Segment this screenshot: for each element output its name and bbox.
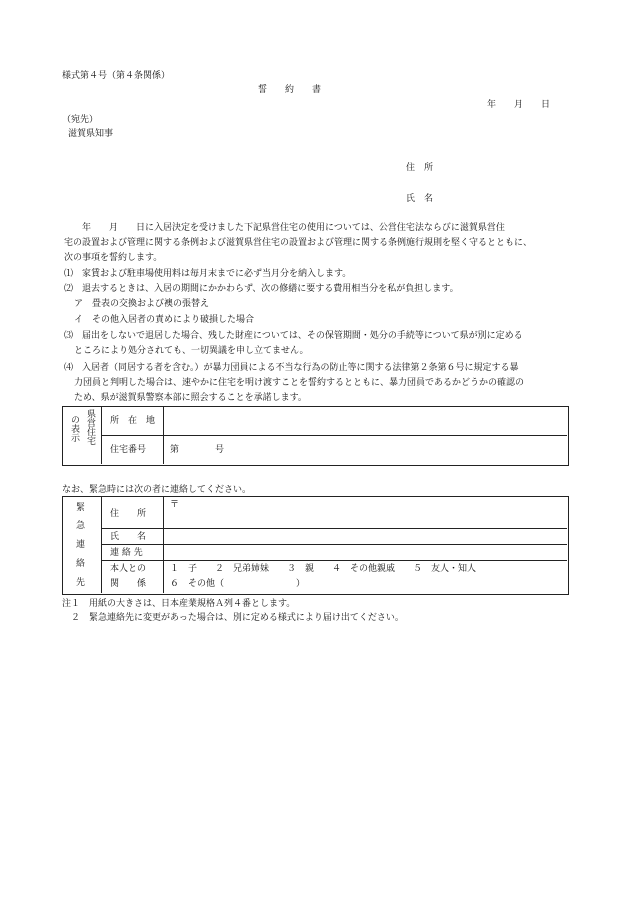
emergency-side-char: 連 [76, 540, 86, 550]
to-label: （宛先） [62, 115, 99, 125]
clause-3: ⑶ 届出をしないで退居した場合、残した財産については、その保管期間・処分の手続等について県が別に定める [64, 331, 523, 341]
housing-number-label: 住宅番号 [110, 445, 147, 455]
applicant-name-label: 氏 名 [406, 194, 434, 204]
housing-number-value: 第 号 [170, 445, 225, 455]
date-line: 年 月 日 [487, 100, 551, 110]
emergency-side-char: 急 [76, 521, 86, 531]
clause-4: ⑷ 入居者（同居する者を含む。）が暴力団員による不当な行為の防止等に関する法律第２条第６号に規定する暴 [64, 363, 519, 373]
relation-options: １ 子 ２ 兄弟姉妹 ３ 親 ４ その他親戚 ５ 友人・知人 [170, 564, 477, 574]
addressee: 滋賀県知事 [68, 129, 114, 139]
contact-address-label: 住 所 [110, 509, 147, 519]
note-1: 注１ 用紙の大きさは、日本産業規格Ａ列４番とします。 [62, 599, 296, 609]
applicant-address-label: 住 所 [406, 163, 434, 173]
clause-3-cont: ところにより処分されても、一切異議を申し立てません。 [74, 346, 309, 356]
housing-side-label: の表示 [69, 415, 79, 442]
clause-2-b: イ その他入居者の責めにより破損した場合 [74, 315, 255, 325]
emergency-intro: なお、緊急時には次の者に連絡してください。 [62, 485, 252, 495]
emergency-side-char: 緊 [76, 503, 86, 513]
clause-2: ⑵ 退去するときは、入居の期間にかかわらず、次の修繕に要する費用相当分を私が負担します。 [64, 284, 459, 294]
relation-label: 本人との [110, 564, 147, 574]
clause-4-cont: ため、県が滋賀県警察本部に照会することを承諾します。 [74, 393, 307, 403]
postal-mark: 〒 [170, 500, 180, 510]
emergency-side-char: 先 [76, 578, 86, 588]
form-label: 様式第４号（第４条関係） [62, 71, 171, 81]
contact-phone-label: 連 絡 先 [110, 548, 143, 558]
intro-line: 年 月 日に入居決定を受けました下記県営住宅の使用については、公営住宅法ならびに滋賀県営住 [64, 223, 505, 233]
intro-line: 宅の設置および管理に関する条例および滋賀県営住宅の設置および管理に関する条例施行規則を堅く守るとともに、 [64, 238, 533, 248]
relation-label: 関 係 [110, 579, 147, 589]
location-label: 所 在 地 [110, 416, 156, 426]
housing-side-label: 県営住宅 [85, 409, 95, 445]
emergency-side-char: 絡 [76, 559, 86, 569]
relation-options: ６ その他（ ） [170, 579, 306, 589]
document-title: 誓 約 書 [258, 85, 322, 95]
intro-line: 次の事項を誓約します。 [64, 253, 163, 263]
clause-4-cont: 力団員と判明した場合は、速やかに住宅を明け渡すことを誓約するとともに、暴力団員であるかどうかの確認の [74, 378, 525, 388]
clause-1: ⑴ 家賃および駐車場使用料は毎月末までに必ず当月分を納入します。 [64, 269, 352, 279]
note-2: ２ 緊急連絡先に変更があった場合は、別に定める様式により届け出てください。 [62, 613, 404, 623]
contact-name-label: 氏 名 [110, 532, 147, 542]
clause-2-a: ア 畳表の交換および襖の張替え [74, 299, 210, 309]
